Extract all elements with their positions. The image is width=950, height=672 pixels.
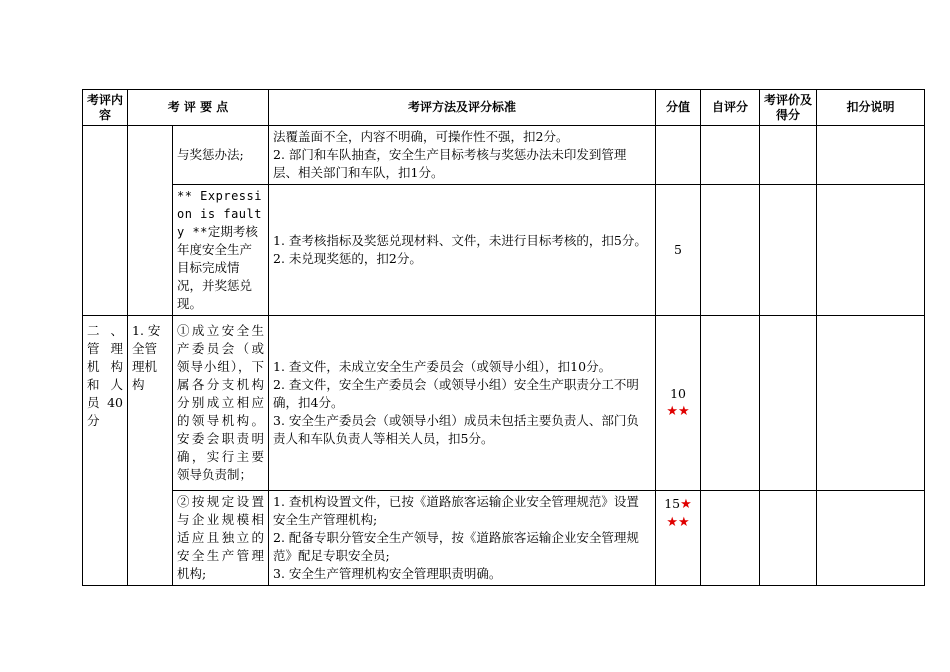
header-score: 分值 xyxy=(656,90,701,126)
evaluation-cell xyxy=(760,126,817,185)
criteria-line: 1. 查考核指标及奖惩兑现材料、文件，未进行目标考核的，扣5分。 xyxy=(273,233,647,248)
score-value: 10 xyxy=(670,386,686,401)
criteria-cell xyxy=(269,185,656,316)
criteria-line: 3. 安全生产管理机构安全管理职责明确。 xyxy=(273,566,502,581)
key-point-cell: 与奖惩办法; xyxy=(173,126,269,185)
header-category: 考评内容 xyxy=(83,90,128,126)
criteria-line: 2. 查文件，安全生产委员会（或领导小组）安全生产职责分工不明确，扣4分。 xyxy=(273,377,639,410)
category-cell-empty xyxy=(83,126,128,316)
table-row xyxy=(83,491,925,586)
star-icon: ★★ xyxy=(666,515,690,530)
expression-error-text: ** Expression is faulty ** xyxy=(177,189,262,239)
score-value: 15 xyxy=(664,496,681,511)
evaluation-cell xyxy=(760,491,817,586)
table-row xyxy=(83,185,925,316)
self-score-cell xyxy=(701,316,760,491)
table-row xyxy=(83,126,925,185)
criteria-line: 1. 查机构设置文件，已按《道路旅客运输企业安全管理规范》设置安全生产管理机构; xyxy=(273,494,639,527)
deduction-notes-cell xyxy=(817,316,925,491)
score-cell xyxy=(656,126,701,185)
header-deduction-notes: 扣分说明 xyxy=(817,90,925,126)
criteria-line: 2. 配备专职分管安全生产领导，按《道路旅客运输企业安全管理规范》配足专职安全员; xyxy=(273,530,639,563)
evaluation-cell xyxy=(760,185,817,316)
key-point-cell: ①成立安全生产委员会（或领导小组），下属各分支机构分别成立相应的领导机构。安委会职责明确，实行主要领导负责制； xyxy=(173,316,269,491)
self-score-cell xyxy=(701,126,760,185)
criteria-line: 2. 未兑现奖惩的，扣2分。 xyxy=(273,251,422,266)
evaluation-table xyxy=(82,89,925,586)
criteria-line: 法覆盖面不全，内容不明确，可操作性不强，扣2分。 xyxy=(273,129,569,144)
criteria-cell xyxy=(269,316,656,491)
header-evaluation: 考评价及得分 xyxy=(760,90,817,126)
header-key-points: 考 评 要 点 xyxy=(128,90,269,126)
table-row xyxy=(83,316,925,491)
deduction-notes-cell xyxy=(817,491,925,586)
subcategory-cell: 1. 安全管理机构 xyxy=(128,316,173,586)
deduction-notes-cell xyxy=(817,126,925,185)
header-self-score: 自评分 xyxy=(701,90,760,126)
key-point-cell: ②按规定设置与企业规模相适应且独立的安全生产管理机构; xyxy=(173,491,269,586)
deduction-notes-cell xyxy=(817,185,925,316)
self-score-cell xyxy=(701,491,760,586)
criteria-line: 1. 查文件，未成立安全生产委员会（或领导小组），扣10分。 xyxy=(273,359,612,374)
evaluation-cell xyxy=(760,316,817,491)
star-icon: ★★ xyxy=(666,404,690,419)
category-cell: 二、管理机构和人员 40分 xyxy=(83,316,128,586)
header-row xyxy=(83,90,925,126)
score-cell xyxy=(656,491,701,586)
key-point-cell: ** Expression is faulty **定期考核年度安全生产目标完成情况，并奖惩兑现。 xyxy=(173,185,269,316)
criteria-cell xyxy=(269,126,656,185)
star-icon: ★ xyxy=(680,497,692,512)
score-cell: 5 xyxy=(656,185,701,316)
header-criteria: 考评方法及评分标准 xyxy=(269,90,656,126)
subcategory-cell-empty xyxy=(128,126,173,316)
score-cell xyxy=(656,316,701,491)
criteria-cell xyxy=(269,491,656,586)
criteria-line: 3. 安全生产委员会（或领导小组）成员未包括主要负责人、部门负责人和车队负责人等相关人员，扣5分。 xyxy=(273,413,639,446)
criteria-line: 2. 部门和车队抽查，安全生产目标考核与奖惩办法未印发到管理层、相关部门和车队，扣1分。 xyxy=(273,147,627,180)
self-score-cell xyxy=(701,185,760,316)
